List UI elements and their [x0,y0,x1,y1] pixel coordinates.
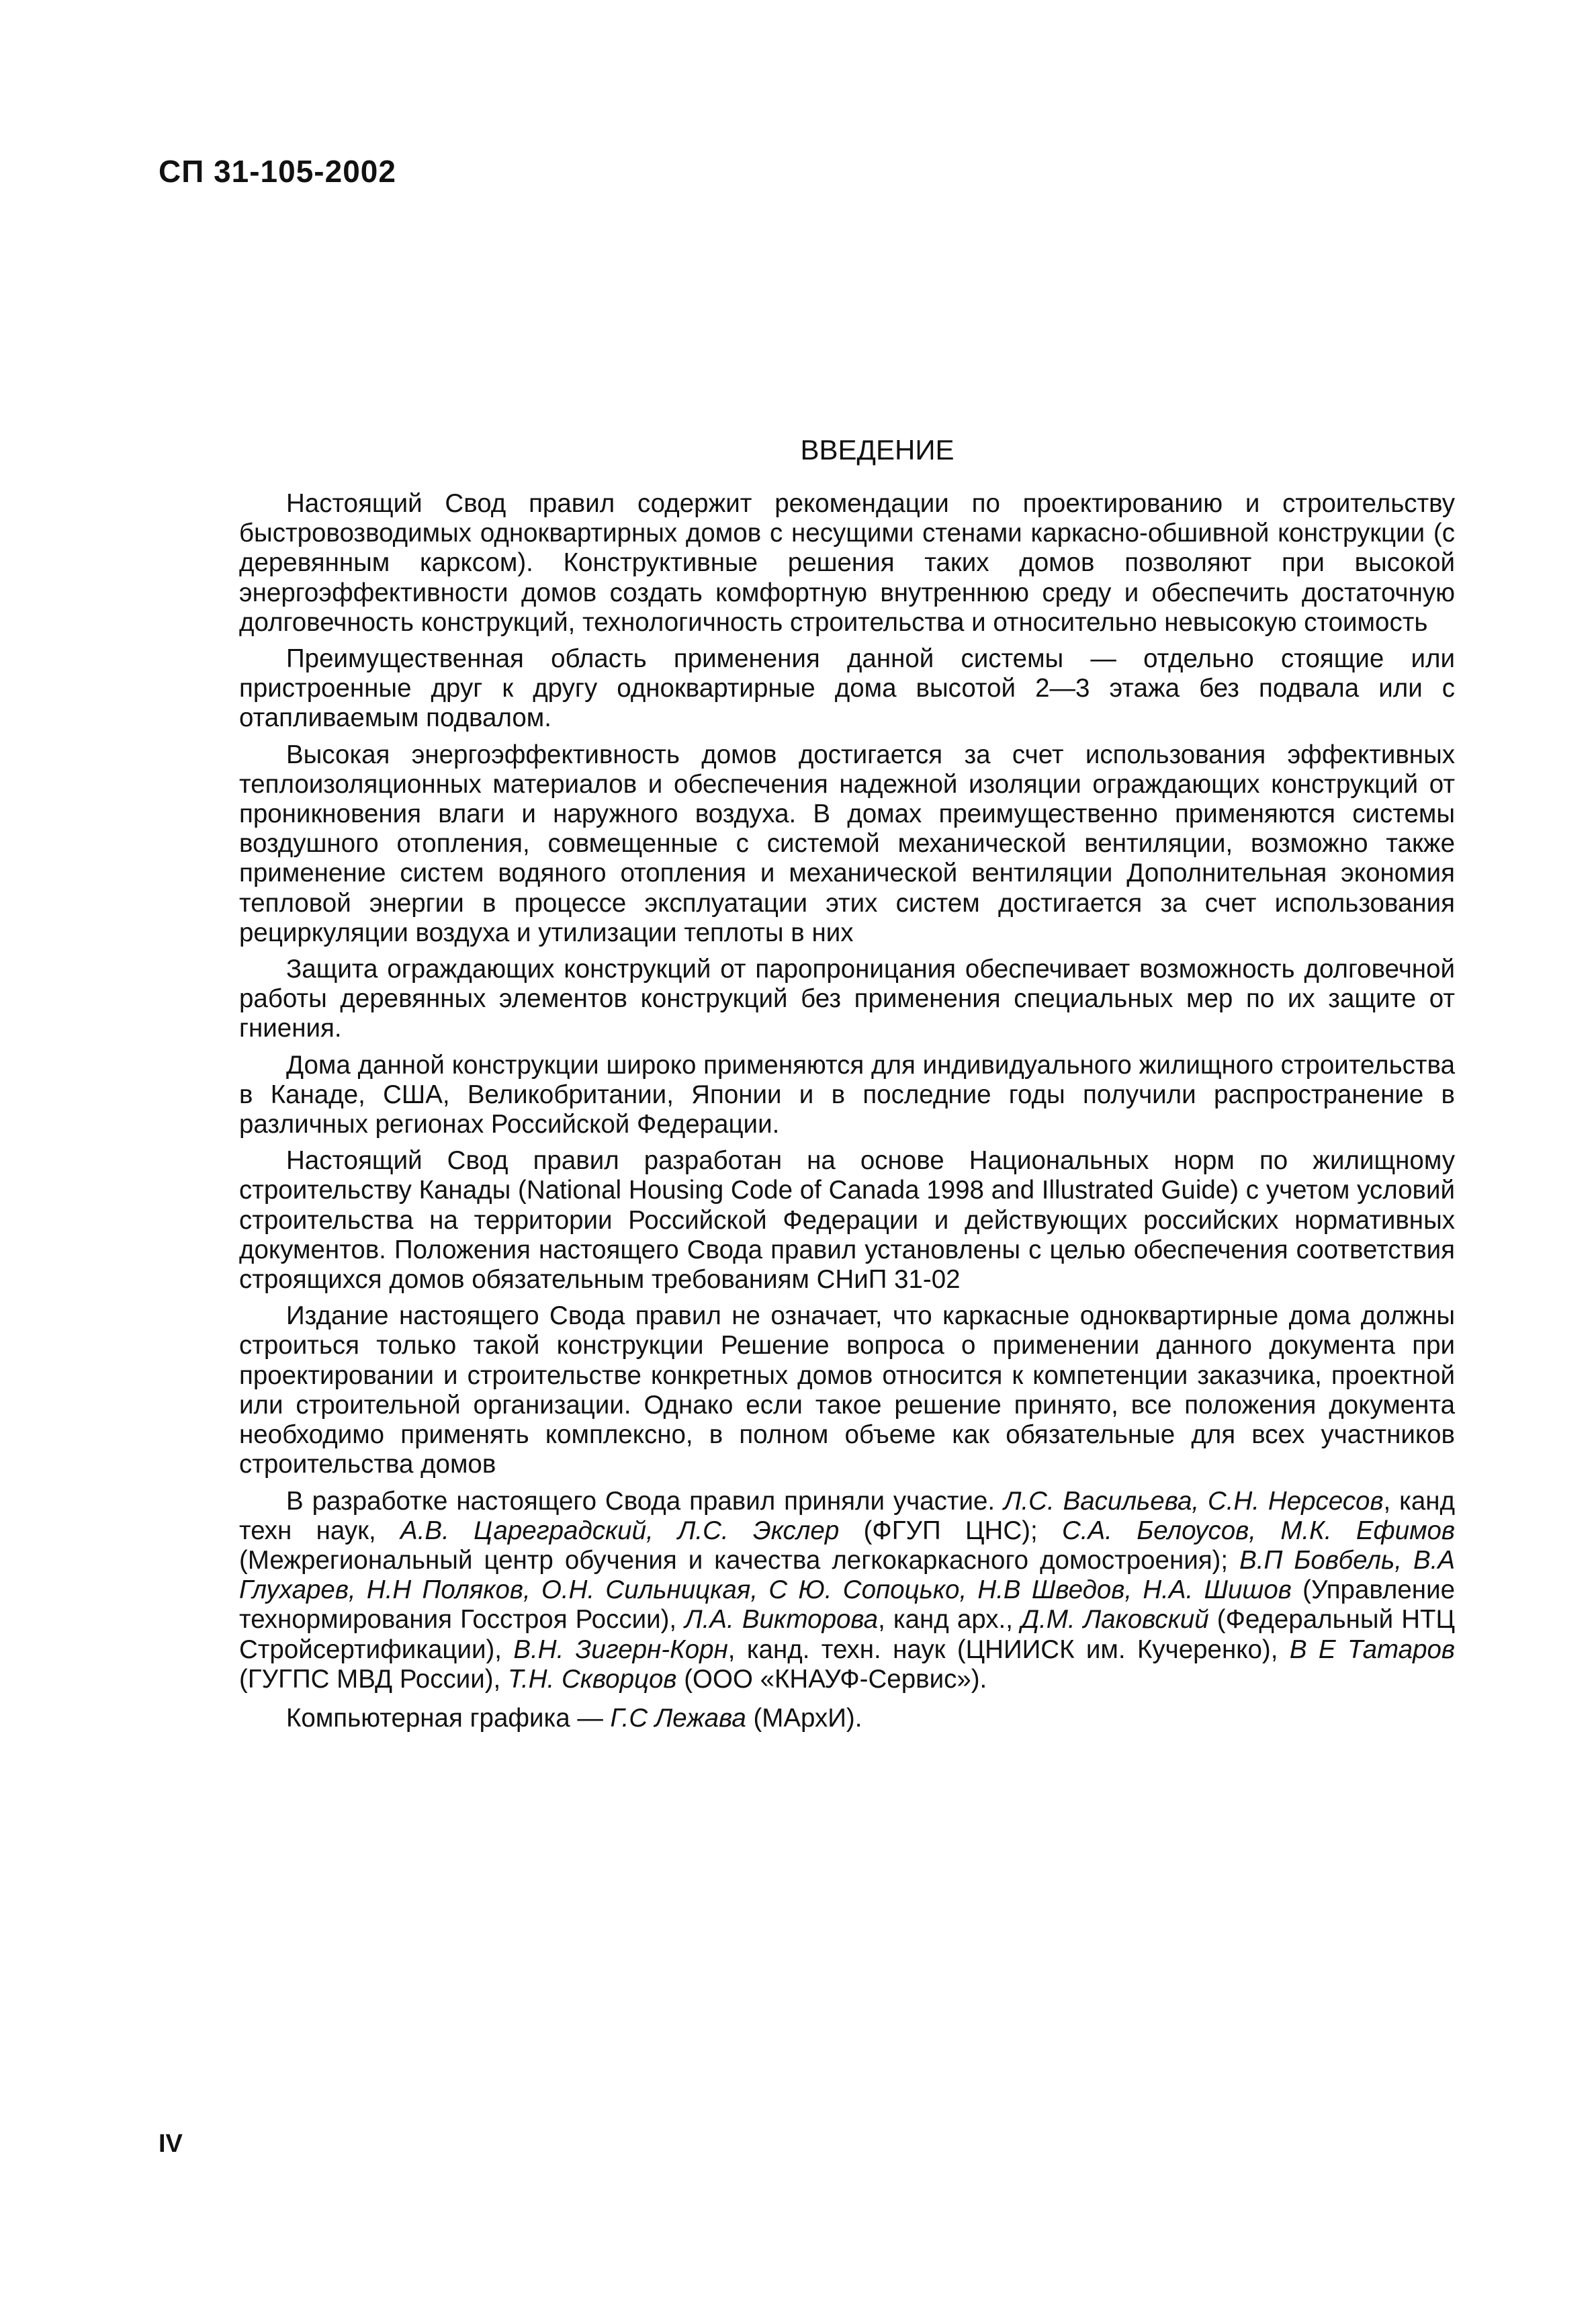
paragraph-graphics-credit [239,1704,1455,1733]
contributor-affiliation: (ФГУП ЦНС); [839,1516,1062,1545]
graphics-credit-suffix: (МАрхИ). [746,1703,862,1733]
contributor-names: В.П Бовбель, В.А Глухарев, Н.Н Поляков, О.Н. Сильницкая, С Ю. Сопоцько, Н.В Шведов, Н.А. Шишов [239,1545,1456,1605]
paragraph-application: Преимущественная область применения данной системы — отдельно стоящие или пристроенные друг к другу одноквартирные дома высотой 2—3 этажа без подвала или с отапливаемым подвалом. [239,644,1455,733]
contributor-names: Т.Н. Скворцов [507,1664,677,1694]
paragraph-energy-efficiency: Высокая энергоэффективность домов достигается за счет использования эффективных теплоизоляционных материалов и обеспечения надежной изоляции ограждающих конструкций от проникновения влаги и наружного воздуха. В домах преимущественно применяются системы воздушного отопления, совмещенные с системой механической вентиляции, возможно также применение систем водяного отопления и механической вентиляции Дополнительная экономия тепловой энергии в процессе эксплуатации этих систем достигается за счет использования рециркуляции воздуха и утилизации теплоты в них [239,740,1455,947]
contributor-affiliation: , канд. техн. наук (ЦНИИСК им. Кучеренко), [727,1635,1290,1664]
contributor-names: В Е Татаров [1289,1635,1455,1664]
section-title: ВВЕДЕНИЕ [800,434,955,466]
contributor-affiliation: , канд техн наук, [239,1486,1455,1545]
contributor-affiliation: , канд арх., [878,1605,1022,1635]
paragraph-vapor-protection: Защита ограждающих конструкций от паропроницания обеспечивает возможность долговечной работы деревянных элементов конструкций без применения специальных мер по их защите от гниения. [239,955,1455,1043]
graphics-credit-prefix: Компьютерная графика — [286,1703,611,1733]
paragraph-contributors [239,1487,1455,1694]
contributor-names: Л.С. Васильева, С.Н. Нерсесов [1004,1486,1384,1516]
contributor-names: С.А. Белоусов, М.К. Ефимов [1062,1516,1456,1545]
contributor-names: Д.М. Лаковский [1021,1605,1209,1635]
contributor-names: А.В. Царeградский, Л.С. Экслер [400,1516,840,1545]
document-code: СП 31-105-2002 [159,154,396,189]
contributor-affiliation: (Межрегиональный центр обучения и качества легкокаркасного домостроения); [239,1545,1240,1575]
document-body [239,489,1455,1740]
contributor-affiliation: (ООО «КНАУФ-Сервис»). [676,1664,987,1694]
paragraph-usage: Дома данной конструкции широко применяются для индивидуального жилищного строительства в Канаде, США, Великобритании, Японии и в последние годы получили распространение в различных регионах Российской Федерации. [239,1050,1455,1139]
paragraph-applicability: Издание настоящего Свода правил не означает, что каркасные одноквартирные дома должны строиться только такой конструкции Решение вопроса о применении данного документа при проектировании и строительстве конкретных домов относится к компетенции заказчика, проектной или строительной организации. Однако если такое решение принято, все положения документа необходимо применять комплексно, в полном объеме как обязательные для всех участников строительства домов [239,1301,1455,1479]
page-number: IV [159,2130,183,2158]
contributors-intro: В разработке настоящего Свода правил приняли участие. [286,1486,1004,1516]
graphics-credit-name: Г.С Лежава [610,1703,746,1733]
paragraph-basis: Настоящий Свод правил разработан на основе Национальных норм по жилищному строительству Канады (National Housing Code of Canada 1998 and Illustrated Guide) с учетом условий строительства на территории Российской Федерации и действующих российских нормативных документов. Положения настоящего Свода правил установлены с целью обеспечения соответствия строящихся домов обязательным требованиям СНиП 31-02 [239,1146,1455,1295]
contributor-names: Л.А. Викторова [684,1605,879,1635]
contributor-affiliation: (Федеральный НТЦ Стройсертификации), [239,1605,1456,1664]
contributor-affiliation: (Управление технормирования Госстроя России), [239,1575,1455,1635]
contributor-names: В.Н. Зигерн-Корн [513,1635,728,1664]
contributor-affiliation: (ГУГПС МВД России), [239,1664,508,1694]
paragraph-scope: Настоящий Свод правил содержит рекомендации по проектированию и строительству быстровозводимых одноквартирных домов с несущими стенами каркасно-обшивной конструкции (с деревянным карксом). Конструктивные решения таких домов позволяют при высокой энергоэффективности домов создать комфортную внутреннюю среду и обеспечить достаточную долговечность конструкций, технологичность строительства и относительно невысокую стоимость [239,489,1455,637]
